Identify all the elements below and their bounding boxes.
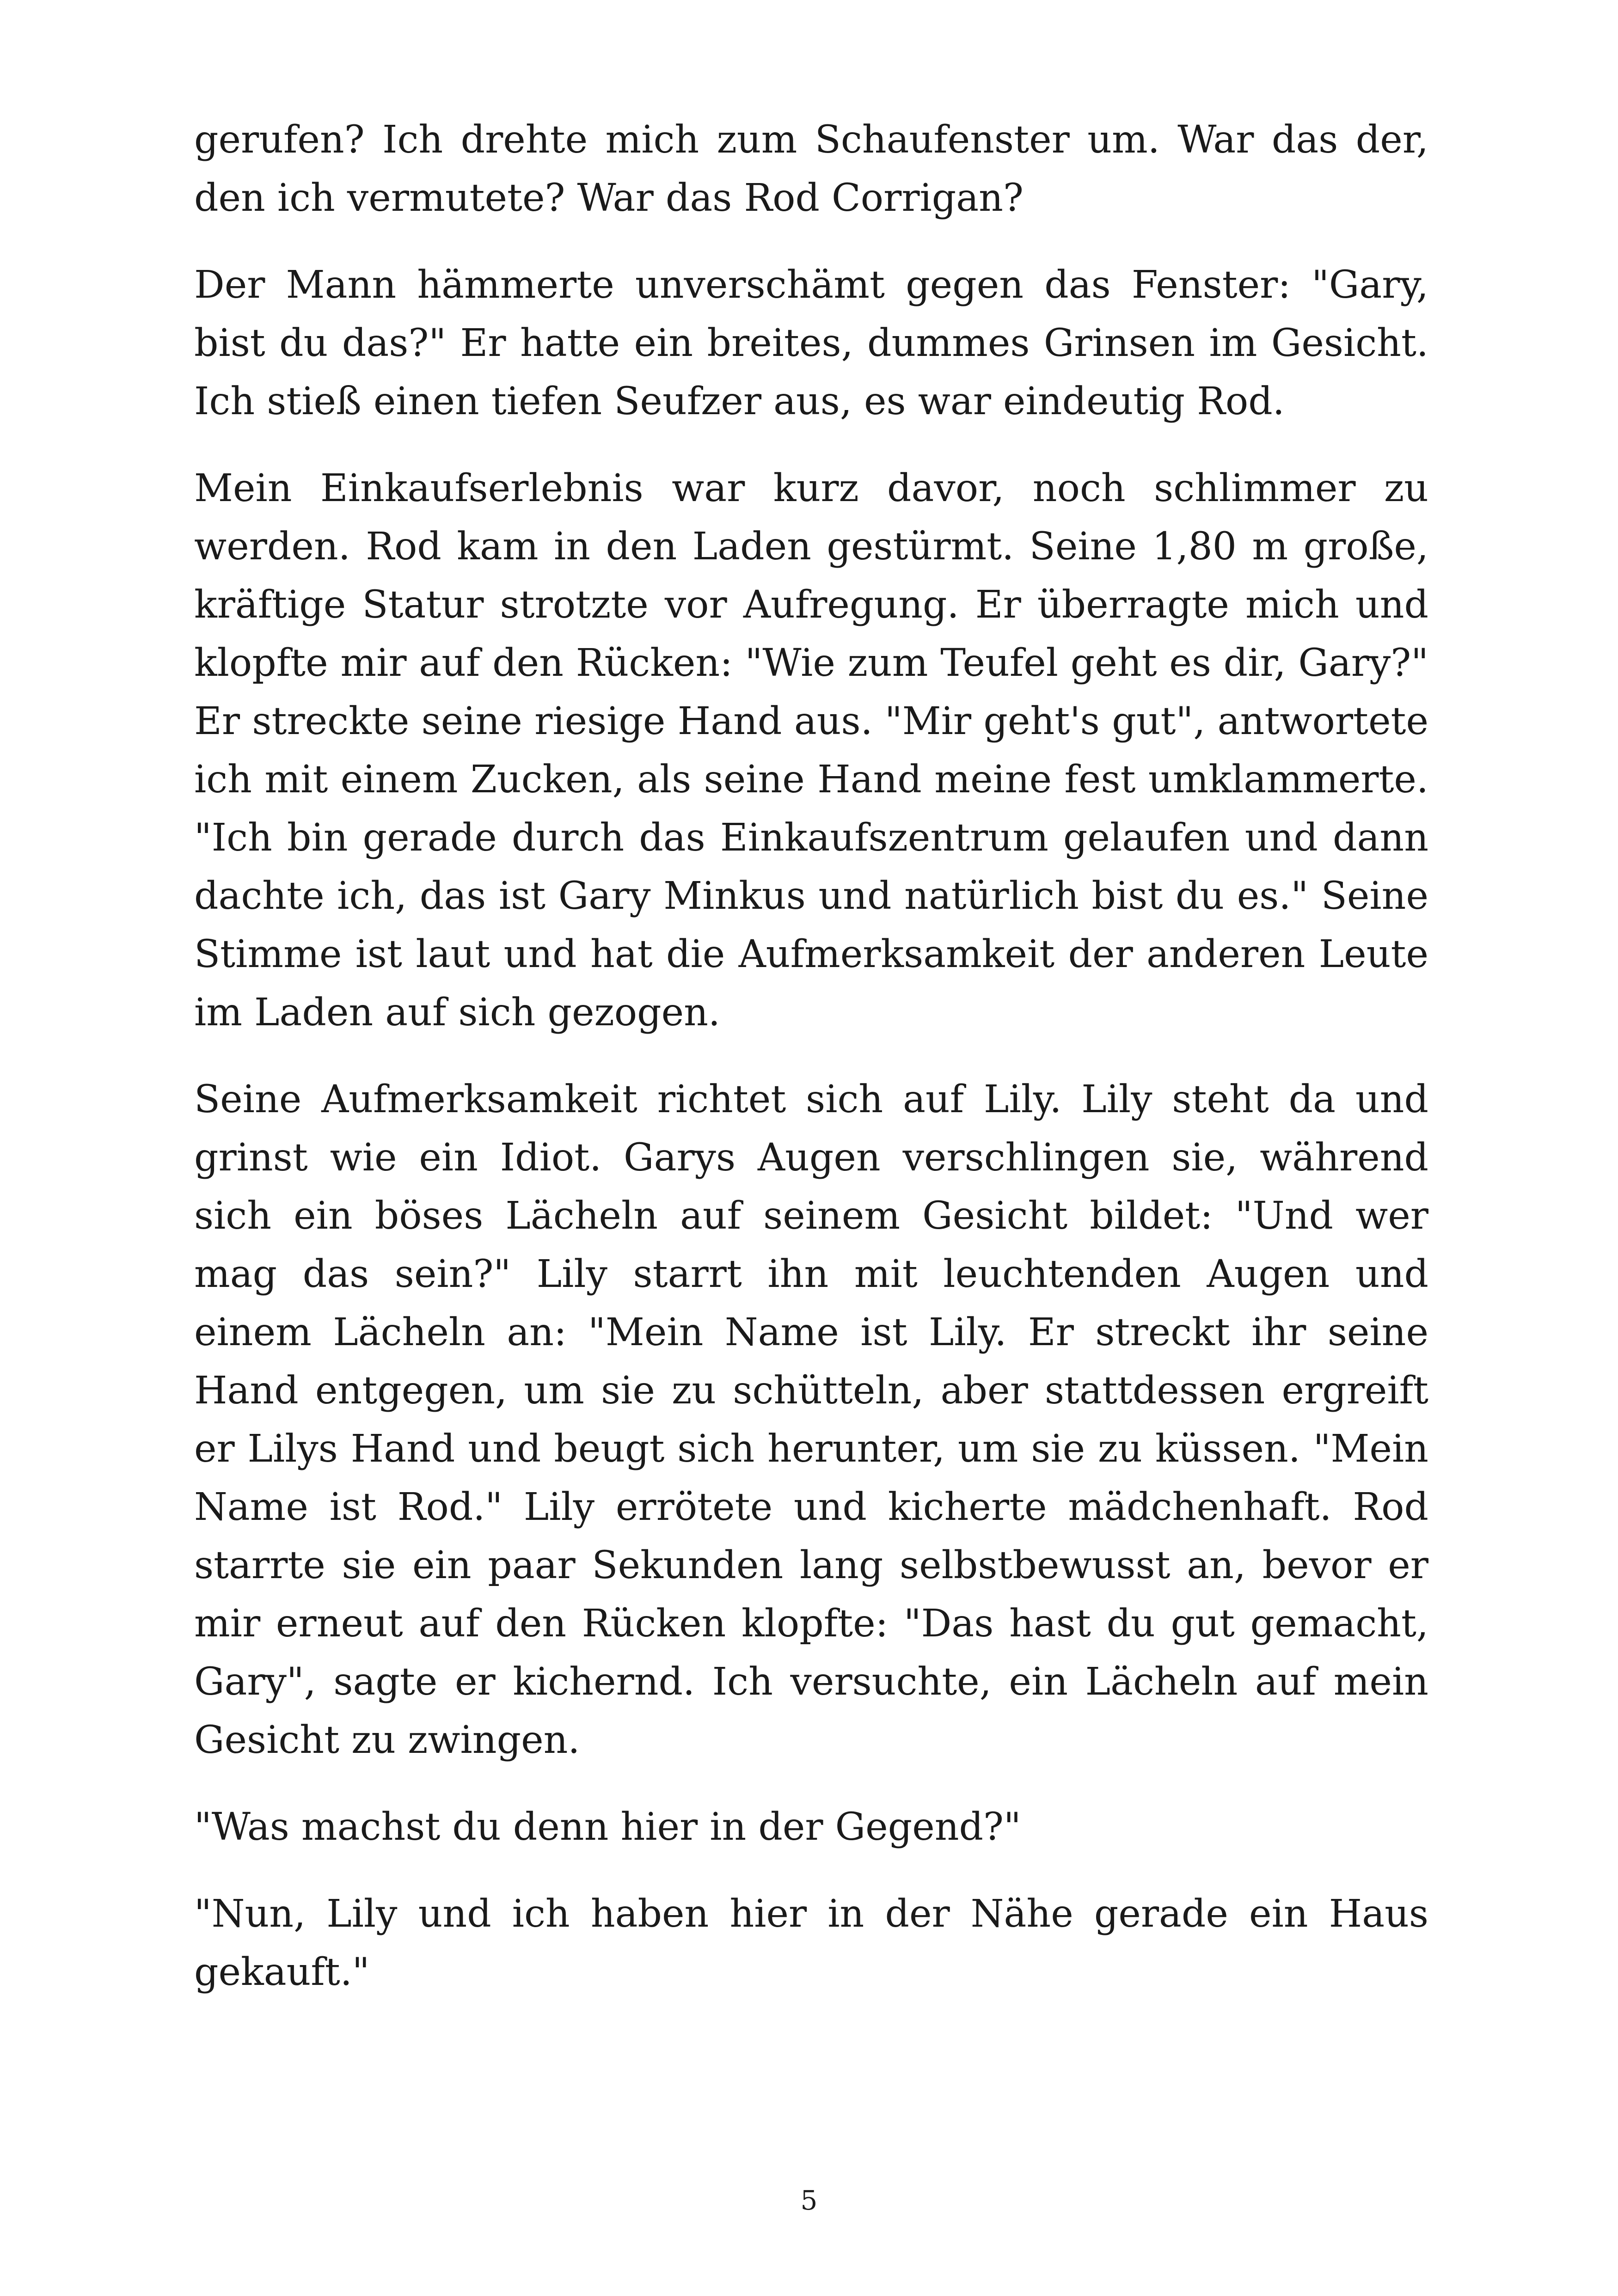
paragraph: "Nun, Lily und ich haben hier in der Nähe gerade ein Haus gekauft." — [194, 1892, 1428, 1994]
paragraph: Mein Einkaufserlebnis war kurz davor, noch schlimmer zu werden. Rod kam in den Laden gestürmt. Seine 1,80 m große, kräftige Statur strotzte vor Aufregung. Er überragte mich und klopfte mir auf den Rücken: "Wie zum Teufel geht es dir, Gary?" Er streckte seine riesige Hand aus. "Mir geht's gut", antwortete ich mit einem Zucken, als seine Hand meine fest umklammerte. "Ich bin gerade durch das Einkaufszentrum gelaufen und dann dachte ich, das ist Gary Minkus und natürlich bist du es." Seine Stimme ist laut und hat die Aufmerksamkeit der anderen Leute im Laden auf sich gezogen. — [194, 466, 1428, 1035]
page-number: 5 — [800, 2185, 818, 2216]
paragraph: Seine Aufmerksamkeit richtet sich auf Lily. Lily steht da und grinst wie ein Idiot. Garys Augen verschlingen sie, während sich ein böses Lächeln auf seinem Gesicht bildet: "Und wer mag das sein?" Lily starrt ihn mit leuchtenden Augen und einem Lächeln an: "Mein Name ist Lily. Er streckt ihr seine Hand entgegen, um sie zu schütteln, aber stattdessen ergreift er Lilys Hand und beugt sich herunter, um sie zu küssen. "Mein Name ist Rod." Lily errötete und kicherte mädchenhaft. Rod starrte sie ein paar Sekunden lang selbstbewusst an, bevor er mir erneut auf den Rücken klopfte: "Das hast du gut gemacht, Gary", sagte er kichernd. Ich versuchte, ein Lächeln auf mein Gesicht zu zwingen. — [194, 1078, 1428, 1762]
body-text — [194, 111, 1428, 2030]
paragraph: gerufen? Ich drehte mich zum Schaufenster um. War das der, den ich vermutete? War das Rod Corrigan? — [194, 118, 1428, 220]
paragraph: "Was machst du denn hier in der Gegend?" — [194, 1805, 1021, 1849]
paragraph: Der Mann hämmerte unverschämt gegen das Fenster: "Gary, bist du das?" Er hatte ein breites, dummes Grinsen im Gesicht. Ich stieß einen tiefen Seufzer aus, es war eindeutig Rod. — [194, 263, 1428, 423]
